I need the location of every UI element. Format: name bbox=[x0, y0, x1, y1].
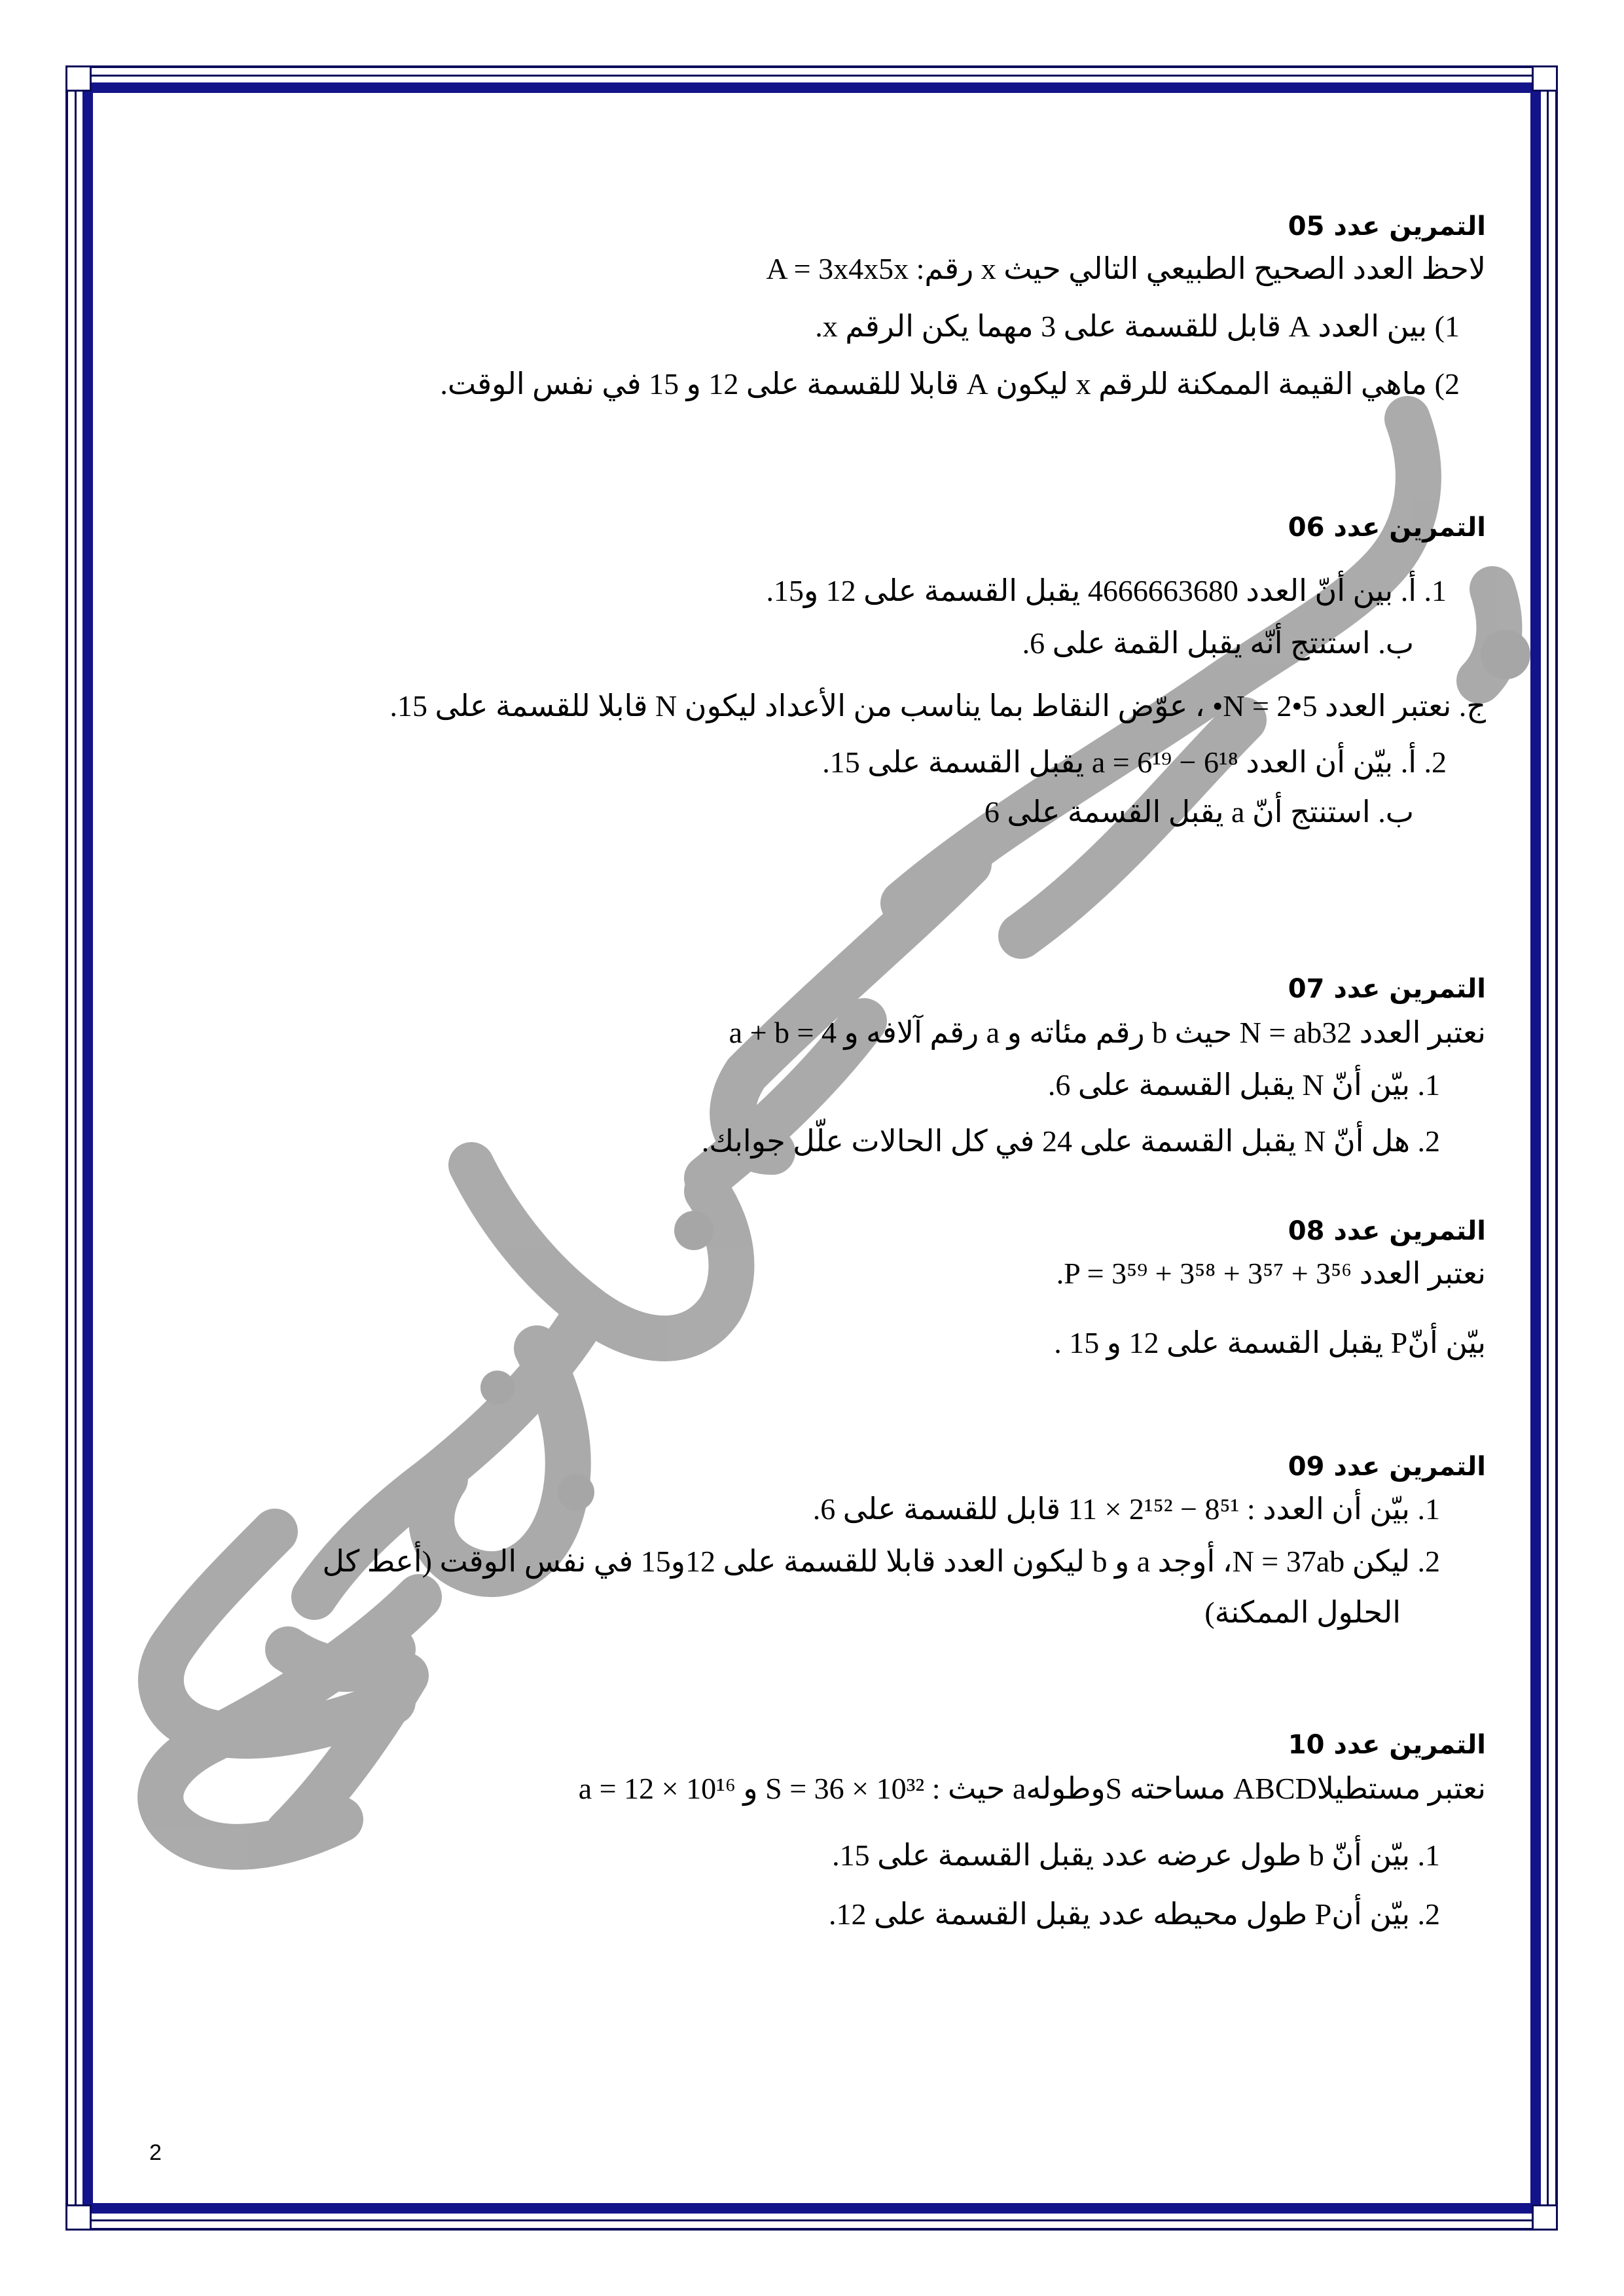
exercise-title: التمرين عدد 08 bbox=[1288, 1216, 1486, 1246]
corner-ornament-br bbox=[1532, 2204, 1558, 2231]
exercise-title: التمرين عدد 10 bbox=[1288, 1730, 1486, 1760]
question-2: 2. هل أنّ N يقبل القسمة على 24 في كل الحالات علّل جوابك. bbox=[701, 1124, 1440, 1158]
page-number: 2 bbox=[149, 2140, 162, 2165]
exercise-09 bbox=[170, 1450, 1486, 1633]
exercise-08 bbox=[170, 1214, 1486, 1363]
question-2-continued: الحلول الممكنة) bbox=[1204, 1596, 1401, 1630]
exercise-06 bbox=[170, 511, 1486, 833]
exercise-title: التمرين عدد 07 bbox=[1288, 974, 1486, 1004]
question-1c: ج. نعتبر العدد N = 2•5• ، عوّض النقاط بما يناسب من الأعداد ليكون N قابلا للقسمة على 15. bbox=[389, 689, 1486, 723]
exercise-statement: نعتبر مستطيلاABCD مساحته Sوطولهa حيث : S = 36 × 10³² و a = 12 × 10¹⁶ bbox=[578, 1772, 1486, 1805]
exercise-statement: لاحظ العدد الصحيح الطبيعي التالي حيث x رقم: A = 3x4x5x bbox=[766, 252, 1486, 285]
exercise-07 bbox=[170, 972, 1486, 1162]
question-2b: ب. استنتج أنّ a يقبل القسمة على 6 bbox=[984, 795, 1414, 829]
question-1: 1) بين العدد A قابل للقسمة على 3 مهما يكن الرقم x. bbox=[815, 310, 1460, 344]
corner-ornament-tl bbox=[65, 65, 92, 92]
corner-ornament-bl bbox=[65, 2204, 92, 2231]
exercise-title: التمرين عدد 09 bbox=[1288, 1452, 1486, 1482]
corner-ornament-tr bbox=[1532, 65, 1558, 92]
exercise-05 bbox=[170, 209, 1486, 404]
exercise-statement: نعتبر العدد N = ab32 حيث b رقم مئاته و a رقم آلافه و a + b = 4 bbox=[729, 1016, 1486, 1049]
question-1: 1. بيّن أنّ N يقبل القسمة على 6. bbox=[1047, 1068, 1440, 1102]
exercise-title: التمرين عدد 06 bbox=[1288, 512, 1486, 543]
question-1: 1. بيّن أنّ b طول عرضه عدد يقبل القسمة على 15. bbox=[832, 1839, 1440, 1873]
question-2: 2) ماهي القيمة الممكنة للرقم x ليكون A قابلا للقسمة على 12 و 15 في نفس الوقت. bbox=[440, 367, 1460, 401]
question-1: 1. بيّن أن العدد : 8⁵¹ − 2¹⁵² × 11 قابل للقسمة على 6. bbox=[812, 1492, 1440, 1526]
question-1a: 1. أ. بين أنّ العدد 4666663680 يقبل القسمة على 12 و15. bbox=[766, 574, 1447, 607]
question-2a: 2. أ. بيّن أن العدد a = 6¹⁹ − 6¹⁸ يقبل القسمة على 15. bbox=[822, 745, 1447, 780]
question: بيّن أنّP يقبل القسمة على 12 و 15 . bbox=[1054, 1326, 1486, 1360]
question-1b: ب. استنتج أنّه يقبل القمة على 6. bbox=[1022, 626, 1414, 660]
question-2: 2. ليكن N = 37ab، أوجد a و b ليكون العدد قابلا للقسمة على 12و15 في نفس الوقت (أعط كل bbox=[322, 1545, 1440, 1579]
question-2: 2. بيّن أنP طول محيطه عدد يقبل القسمة على 12. bbox=[828, 1897, 1440, 1931]
exercise-statement: نعتبر العدد P = 3⁵⁹ + 3⁵⁸ + 3⁵⁷ + 3⁵⁶. bbox=[1056, 1257, 1486, 1290]
exercise-title: التمرين عدد 05 bbox=[1288, 211, 1486, 242]
exercise-10 bbox=[170, 1728, 1486, 1935]
